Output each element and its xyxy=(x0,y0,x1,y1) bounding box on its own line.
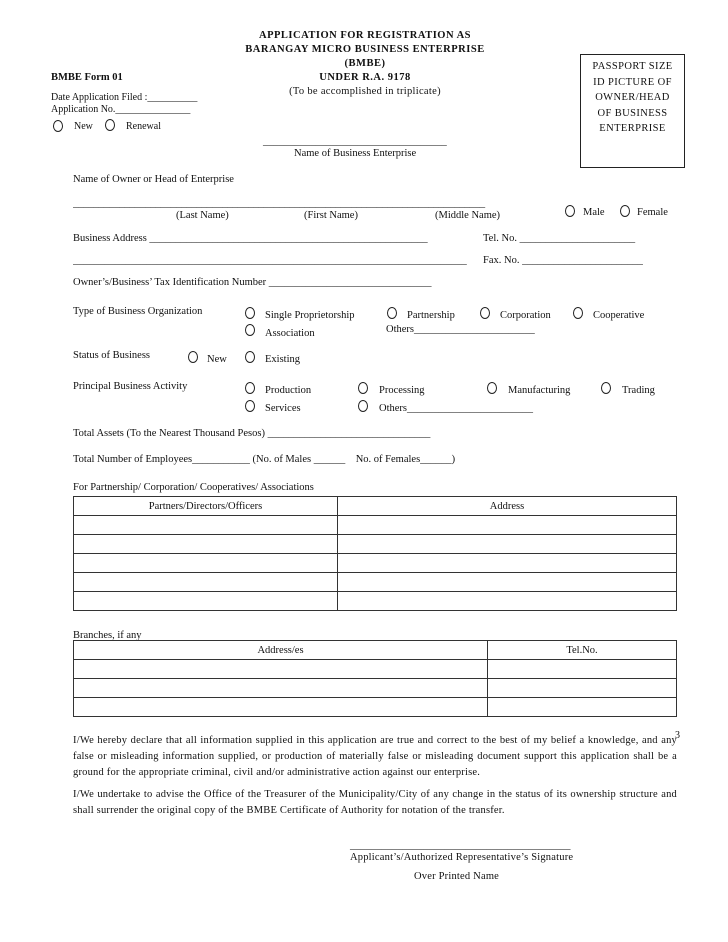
radio-manufacturing[interactable] xyxy=(487,382,497,394)
table-cell[interactable] xyxy=(488,660,677,679)
title-line-3: (BMBE) xyxy=(344,58,386,69)
radio-partnership[interactable] xyxy=(387,307,397,319)
branch-address-col-header: Address/es xyxy=(74,641,488,660)
table-row xyxy=(74,497,677,516)
table-cell[interactable] xyxy=(74,535,338,554)
table-row xyxy=(74,554,677,573)
activity-others-field[interactable]: Others________________________ xyxy=(379,403,533,414)
owner-first-name-label: (First Name) xyxy=(304,210,358,221)
partners-table xyxy=(73,496,677,611)
table-cell[interactable] xyxy=(488,698,677,717)
declaration-paragraph-1: I/We hereby declare that all information supplied in this application are true and correct to the best of my belief a knowledge, and any false or misleading information supplied, or production of materially false or misleading document support this application shall be a ground for the appropriate criminal, civil and/or administrative action against our enterprise. xyxy=(73,735,677,778)
radio-sole-proprietorship[interactable] xyxy=(245,307,255,319)
business-name-field[interactable]: ___________________________________ xyxy=(263,136,447,147)
table-cell[interactable] xyxy=(488,679,677,698)
status-label: Status of Business xyxy=(73,350,151,361)
business-address-line-2[interactable]: ___________________________________________________________________________ xyxy=(73,255,467,266)
label-partnership: Partnership xyxy=(407,310,455,321)
radio-cooperative[interactable] xyxy=(573,307,583,319)
label-renewal: Renewal xyxy=(126,121,161,132)
radio-new-application[interactable] xyxy=(53,120,63,132)
photo-text-2: ID PICTURE OF xyxy=(593,76,672,88)
table-row xyxy=(74,660,677,679)
table-cell[interactable] xyxy=(74,573,338,592)
fax-no-field[interactable]: Fax. No. _______________________ xyxy=(483,255,643,266)
radio-renewal[interactable] xyxy=(105,119,115,131)
table-cell[interactable] xyxy=(74,592,338,611)
label-new-application: New xyxy=(74,121,93,132)
printed-name-label: Over Printed Name xyxy=(414,871,500,882)
radio-production[interactable] xyxy=(245,382,255,394)
table-cell[interactable] xyxy=(338,554,677,573)
radio-status-existing[interactable] xyxy=(245,351,255,363)
label-female: Female xyxy=(637,207,668,218)
radio-activity-others[interactable] xyxy=(358,400,368,412)
table-row xyxy=(74,573,677,592)
partners-col-header: Partners/Directors/Officers xyxy=(74,497,338,516)
label-status-new: New xyxy=(207,354,227,365)
radio-association[interactable] xyxy=(245,324,255,336)
title-line-5: (To be accomplished in triplicate) xyxy=(289,86,441,97)
owner-label: Name of Owner or Head of Enterprise xyxy=(73,174,234,185)
table-cell[interactable] xyxy=(338,516,677,535)
radio-status-new[interactable] xyxy=(188,351,198,363)
radio-trading[interactable] xyxy=(601,382,611,394)
photo-text-3: OWNER/HEAD xyxy=(595,92,670,103)
title-line-1: APPLICATION FOR REGISTRATION AS xyxy=(258,30,472,41)
tin-field[interactable]: Owner’s/Business’ Tax Identification Number _______________________________ xyxy=(73,277,432,288)
label-male: Male xyxy=(583,207,605,218)
table-row xyxy=(74,641,677,660)
radio-female[interactable] xyxy=(620,205,630,217)
branches-heading: Branches, if any xyxy=(73,630,142,641)
label-corporation: Corporation xyxy=(500,310,551,321)
table-cell[interactable] xyxy=(74,698,488,717)
radio-services[interactable] xyxy=(245,400,255,412)
radio-processing[interactable] xyxy=(358,382,368,394)
page-number: 3 xyxy=(675,730,680,741)
branch-tel-col-header: Tel.No. xyxy=(488,641,677,660)
signature-field[interactable]: __________________________________________ xyxy=(350,840,571,851)
form-id: BMBE Form 01 xyxy=(51,72,123,83)
table-cell[interactable] xyxy=(74,554,338,573)
branches-table xyxy=(73,640,677,717)
label-association: Association xyxy=(265,328,315,339)
label-production: Production xyxy=(265,385,312,396)
table-cell[interactable] xyxy=(338,573,677,592)
label-manufacturing: Manufacturing xyxy=(508,385,571,396)
business-address-field[interactable]: Business Address _____________________________________________________ xyxy=(73,233,428,244)
application-no-field[interactable]: Application No._______________ xyxy=(51,104,191,115)
owner-last-name-label: (Last Name) xyxy=(176,210,229,221)
address-col-header: Address xyxy=(338,497,677,516)
table-row xyxy=(74,679,677,698)
partners-heading: For Partnership/ Corporation/ Cooperatives/ Associations xyxy=(73,482,314,493)
photo-text-1: PASSPORT SIZE xyxy=(592,61,673,72)
table-cell[interactable] xyxy=(74,660,488,679)
business-name-label: Name of Business Enterprise xyxy=(294,148,417,159)
table-row xyxy=(74,592,677,611)
org-others-field[interactable]: Others_______________________ xyxy=(386,324,535,335)
passport-photo-box xyxy=(580,54,685,168)
table-cell[interactable] xyxy=(74,516,338,535)
table-row xyxy=(74,535,677,554)
table-row xyxy=(74,516,677,535)
employees-field[interactable]: Total Number of Employees___________ (No. of Males ______ No. of Females______) xyxy=(73,454,456,465)
owner-middle-name-label: (Middle Name) xyxy=(435,210,501,221)
label-processing: Processing xyxy=(379,385,425,396)
radio-corporation[interactable] xyxy=(480,307,490,319)
owner-name-field[interactable]: ________________________________________________________________________________ xyxy=(73,198,486,209)
label-trading: Trading xyxy=(622,385,655,396)
photo-text-4: OF BUSINESS xyxy=(597,107,668,119)
table-cell[interactable] xyxy=(338,592,677,611)
label-services: Services xyxy=(265,403,301,414)
total-assets-field[interactable]: Total Assets (To the Nearest Thousand Pesos) _______________________________ xyxy=(73,428,431,439)
activity-label: Principal Business Activity xyxy=(73,381,188,392)
title-line-2: BARANGAY MICRO BUSINESS ENTERPRISE xyxy=(245,44,485,55)
table-cell[interactable] xyxy=(74,679,488,698)
title-line-4: UNDER R.A. 9178 xyxy=(319,72,411,83)
label-sole-proprietorship: Single Proprietorship xyxy=(265,310,355,321)
label-status-existing: Existing xyxy=(265,354,301,365)
radio-male[interactable] xyxy=(565,205,575,217)
declaration-paragraph-2: I/We undertake to advise the Office of the Treasurer of the Municipality/City of any change in the status of its ownership structure and shall surrender the original copy of the BMBE Certificate of Authority for notation of the transfer. xyxy=(73,789,677,816)
label-cooperative: Cooperative xyxy=(593,310,645,321)
date-filed-field[interactable]: Date Application Filed :__________ xyxy=(51,92,198,103)
org-type-label: Type of Business Organization xyxy=(73,306,203,317)
signature-label: Applicant’s/Authorized Representative’s Signature xyxy=(350,852,574,863)
table-row xyxy=(74,698,677,717)
tel-no-field[interactable]: Tel. No. ______________________ xyxy=(483,233,636,244)
table-cell[interactable] xyxy=(338,535,677,554)
photo-text-5: ENTERPRISE xyxy=(599,123,666,134)
